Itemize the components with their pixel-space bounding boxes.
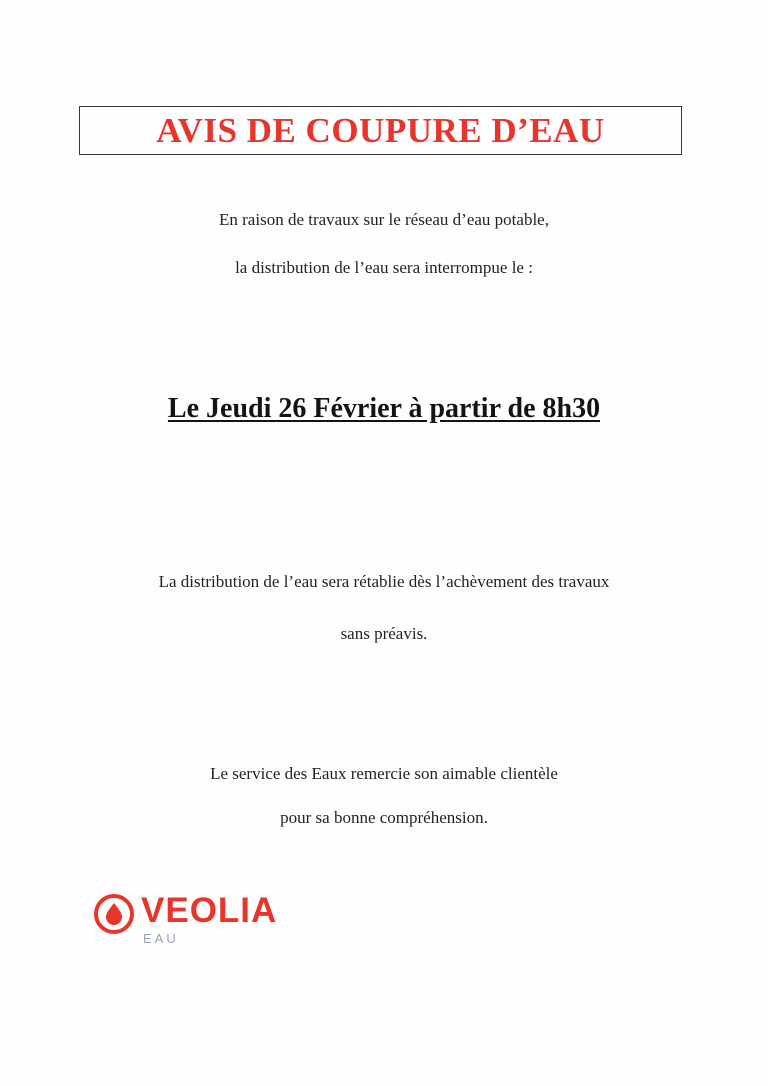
- restore-paragraph: [0, 556, 768, 660]
- title-box: [79, 106, 682, 155]
- veolia-logo: [94, 893, 277, 946]
- thanks-paragraph: [0, 752, 768, 840]
- thanks-line-1: Le service des Eaux remercie son aimable clientèle: [210, 764, 558, 783]
- intro-line-1: En raison de travaux sur le réseau d’eau potable,: [219, 210, 549, 229]
- restore-line-1: La distribution de l’eau sera rétablie dès l’achèvement des travaux: [158, 572, 610, 591]
- page-title: AVIS DE COUPURE D’EAU: [156, 111, 605, 150]
- veolia-subtitle: EAU: [143, 931, 179, 946]
- intro-line-2: la distribution de l’eau sera interrompue le :: [235, 258, 533, 277]
- veolia-wordmark: VEOLIA: [141, 891, 278, 930]
- restore-line-2: sans préavis.: [340, 624, 428, 643]
- intro-paragraph: [0, 196, 768, 292]
- date-notice: [0, 393, 768, 425]
- date-notice-text: Le Jeudi 26 Février à partir de 8h30: [167, 393, 601, 424]
- veolia-logo-text: [141, 893, 277, 946]
- thanks-line-2: pour sa bonne compréhension.: [280, 808, 488, 827]
- veolia-droplet-icon: [94, 894, 134, 934]
